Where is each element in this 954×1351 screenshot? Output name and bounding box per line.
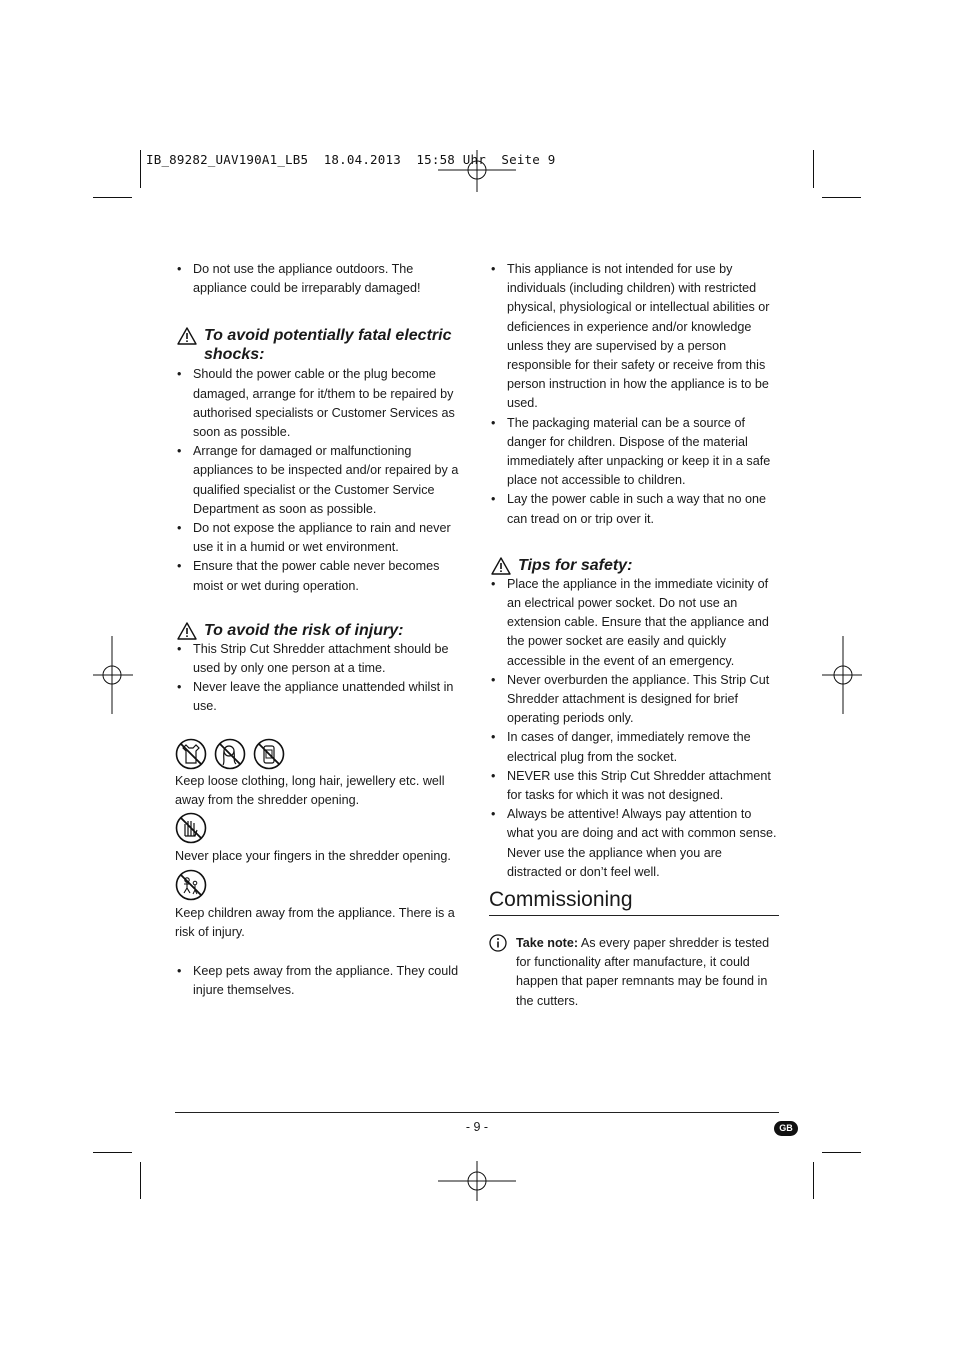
crop-mark (822, 197, 861, 198)
language-badge: GB (774, 1121, 798, 1136)
warning-triangle-icon (491, 557, 511, 575)
tips-list (489, 575, 780, 882)
registration-mark-bottom (438, 1161, 516, 1201)
note-text: As every paper shredder is tested for functionality after manufacture, it could happen that paper remnants may be found in the cutters. (516, 936, 770, 1008)
list-item: • Arrange for damaged or malfunctioning appliances to be inspected and/or repaired by a qualified specialist or the Customer Service Department as soon as possible. (175, 442, 467, 519)
take-note-block (489, 934, 781, 1011)
clothing-warning-text: Keep loose clothing, long hair, jewellery etc. well away from the shredder opening. (175, 773, 445, 807)
right-column (489, 260, 780, 882)
intro-list-right (489, 260, 780, 529)
warning-triangle-icon (177, 622, 197, 640)
list-item: • Ensure that the power cable never becomes moist or wet during operation. (175, 557, 467, 595)
section-heading-electric: To avoid potentially fatal electric shocks: (175, 326, 467, 364)
injury-list (175, 640, 467, 717)
section-title-commissioning: Commissioning (489, 888, 633, 911)
list-item: • Keep pets away from the appliance. They could injure themselves. (175, 962, 467, 1000)
list-item: • This appliance is not intended for use by individuals (including children) with restricted physical, physiological or intellectual abilities or deficiences in experience and/or knowledge unless they are supervised by a person responsible for their safety or receive from this person instruction in how the appliance is to be used. (489, 260, 780, 414)
list-item: • This Strip Cut Shredder attachment should be used by only one person at a time. (175, 640, 467, 678)
crop-mark (822, 1152, 861, 1153)
section-heading-injury: To avoid the risk of injury: (175, 621, 467, 640)
commissioning-heading-block (489, 886, 779, 916)
warning-triangle-icon (177, 327, 197, 345)
list-item: • NEVER use this Strip Cut Shredder attachment for tasks for which it was not designed. (489, 767, 780, 805)
crop-mark (140, 150, 141, 188)
children-warning-text: Keep children away from the appliance. There is a risk of injury. (175, 906, 455, 940)
no-long-hair-icon (214, 738, 246, 770)
list-item: • Do not expose the appliance to rain and never use it in a humid or wet environment. (175, 519, 467, 557)
no-jewellery-icon (253, 738, 285, 770)
list-item: • Never overburden the appliance. This Strip Cut Shredder attachment is designed for brief operating periods only. (489, 671, 780, 729)
print-slug: IB_89282_UAV190A1_LB5 18.04.2013 15:58 Uhr Seite 9 (146, 152, 556, 167)
list-item: • Never leave the appliance unattended whilst in use. (175, 678, 467, 716)
footer-divider (175, 1112, 779, 1113)
page-number: - 9 - (465, 1120, 489, 1134)
fingers-warning-text: Never place your fingers in the shredder opening. (175, 849, 451, 864)
list-item: • Do not use the appliance outdoors. The appliance could be irreparably damaged! (175, 260, 467, 298)
no-children-icon (175, 869, 207, 901)
registration-mark-left (93, 636, 133, 714)
list-item: • Should the power cable or the plug become damaged, arrange for it/them to be repaired by authorised specialists or Customer Services as soon as possible. (175, 365, 467, 442)
left-column (175, 260, 467, 1000)
no-fingers-icon (175, 812, 207, 844)
crop-mark (813, 150, 814, 188)
intro-list (175, 260, 467, 298)
list-item: • Lay the power cable in such a way that no one can tread on or trip over it. (489, 490, 780, 528)
crop-mark (93, 197, 132, 198)
electric-list (175, 365, 467, 595)
section-heading-tips: Tips for safety: (489, 556, 780, 575)
list-item: • Always be attentive! Always pay attention to what you are doing and act with common sense. Never use the appliance when you are distracted or don’t feel well. (489, 805, 780, 882)
pets-list (175, 962, 467, 1000)
registration-mark-right (822, 636, 862, 714)
list-item: • Place the appliance in the immediate vicinity of an electrical power socket. Do not use an extension cable. Ensure that the appliance and the power socket are easily and quickly accessible in the event of an emergency. (489, 575, 780, 671)
crop-mark (813, 1162, 814, 1199)
note-label: Take note: (516, 936, 579, 950)
crop-mark (93, 1152, 132, 1153)
no-loose-clothing-icon (175, 738, 207, 770)
list-item: • The packaging material can be a source of danger for children. Dispose of the material immediately after unpacking or keep it in a safe place not accessible to children. (489, 414, 780, 491)
info-icon (489, 934, 507, 952)
crop-mark (140, 1162, 141, 1199)
list-item: • In cases of danger, immediately remove the electrical plug from the socket. (489, 728, 780, 766)
prohibition-icons-row (175, 737, 467, 771)
fingers-icon-row (175, 811, 467, 845)
children-icon-row (175, 868, 467, 902)
